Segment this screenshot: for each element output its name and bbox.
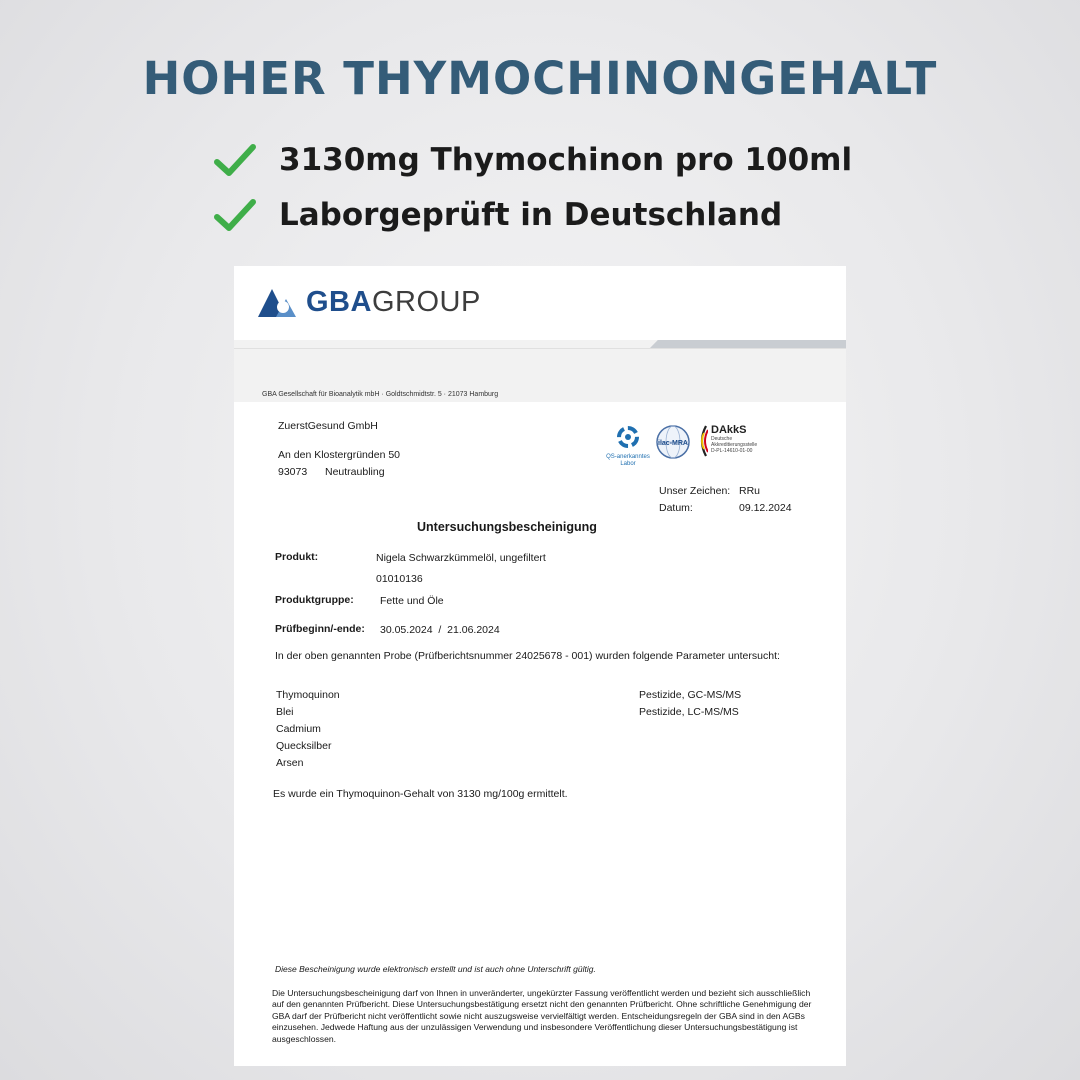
document-title: Untersuchungsbescheinigung (417, 520, 597, 534)
logo-gba: GBA (306, 285, 372, 318)
parameter-item: Pestizide, LC-MS/MS (639, 706, 739, 718)
recipient-company: ZuerstGesund GmbH (278, 420, 378, 432)
qs-icon (615, 424, 641, 450)
parameter-item: Pestizide, GC-MS/MS (639, 689, 742, 701)
recipient-street: An den Klostergründen 50 (278, 449, 401, 461)
parameter-item: Arsen (276, 757, 304, 769)
product-group-label: Produktgruppe: (275, 594, 354, 606)
logo-group: GROUP (371, 285, 481, 318)
parameter-item: Thymoquinon (276, 689, 340, 701)
check-icon (213, 193, 257, 237)
test-period-value: 30.05.2024 / 21.06.2024 (380, 624, 500, 636)
result-text: Es wurde ein Thymoquinon-Gehalt von 3130 mg/100g ermittelt. (273, 788, 568, 800)
qs-label-2: Labor (620, 461, 636, 467)
check-icon (213, 138, 257, 182)
certification-logos (606, 424, 757, 474)
bullet-thymochinon (213, 138, 852, 182)
parameter-item: Blei (276, 706, 294, 718)
product-group-value: Fette und Öle (380, 595, 444, 607)
bullet-text: 3130mg Thymochinon pro 100ml (279, 142, 853, 178)
dakks-flag-icon (696, 424, 708, 458)
parameter-item: Quecksilber (276, 740, 332, 752)
ilac-mra-icon (655, 424, 691, 460)
sender-address: GBA Gesellschaft für Bioanalytik mbH · Goldtschmidtstr. 5 · 21073 Hamburg (262, 391, 499, 398)
date-value: 09.12.2024 (739, 502, 792, 514)
divider (234, 348, 846, 349)
qs-logo (606, 424, 650, 468)
dakks-sub-3: D-PL-14610-01-00 (711, 448, 753, 454)
dakks-logo (696, 424, 757, 458)
page-headline: HOHER THYMOCHINONGEHALT (142, 52, 938, 105)
gba-triangle-icon (256, 285, 300, 319)
header-stripe (650, 340, 846, 348)
qs-label-1: QS-anerkanntes (606, 454, 650, 460)
reference-value: RRu (739, 485, 761, 497)
dakks-label: DAkkS (711, 424, 747, 436)
gba-group-logo (256, 280, 481, 324)
recipient-city: Neutraubling (325, 466, 385, 478)
ilac-label: ilac-MRA (658, 440, 688, 447)
test-period-label: Prüfbeginn/-ende: (275, 623, 365, 635)
dakks-sub-1: Deutsche (711, 436, 733, 442)
bullet-laborgeprueft (213, 193, 782, 237)
document-header (234, 266, 846, 346)
dakks-sub-2: Akkreditierungsstelle (711, 442, 758, 448)
product-number: 01010136 (376, 573, 423, 585)
product-label: Produkt: (275, 551, 319, 563)
parameter-item: Cadmium (276, 723, 321, 735)
date-label: Datum: (659, 502, 693, 514)
recipient-zip: 93073 (278, 466, 308, 478)
intro-text: In der oben genannten Probe (Prüfberichtsnummer 24025678 - 001) wurden folgende Parameter untersucht: (275, 650, 780, 662)
reference-label: Unser Zeichen: (659, 485, 731, 497)
electronic-note: Diese Bescheinigung wurde elektronisch erstellt und ist auch ohne Unterschrift gültig. (275, 964, 596, 974)
bullet-text: Laborgeprüft in Deutschland (279, 197, 783, 233)
product-name: Nigela Schwarzkümmelöl, ungefiltert (376, 552, 546, 564)
disclaimer-text: Die Untersuchungsbescheinigung darf von Ihnen in unveränderter, ungekürzter Fassung veröffentlicht werden und bezieht sich ausschließlich auf den genannten Prüfbericht. Diese Untersuchungsbestätigung ersetzt nicht den genannten Prüfbericht. Ohne schriftliche Genehmigung der GBA darf der Prüfbericht nicht veröffentlicht sowie nicht auszugsweise vervielfältigt werden. Entscheidungsregeln der GBA sind in den AGBs einzusehen. Jedwede Haftung aus der unzulässigen Verwendung und insbesondere Veröffentlichung dieser Untersuchungsbestätigung ist ausgeschlossen. (272, 988, 812, 1044)
lab-certificate-document (234, 266, 846, 1066)
